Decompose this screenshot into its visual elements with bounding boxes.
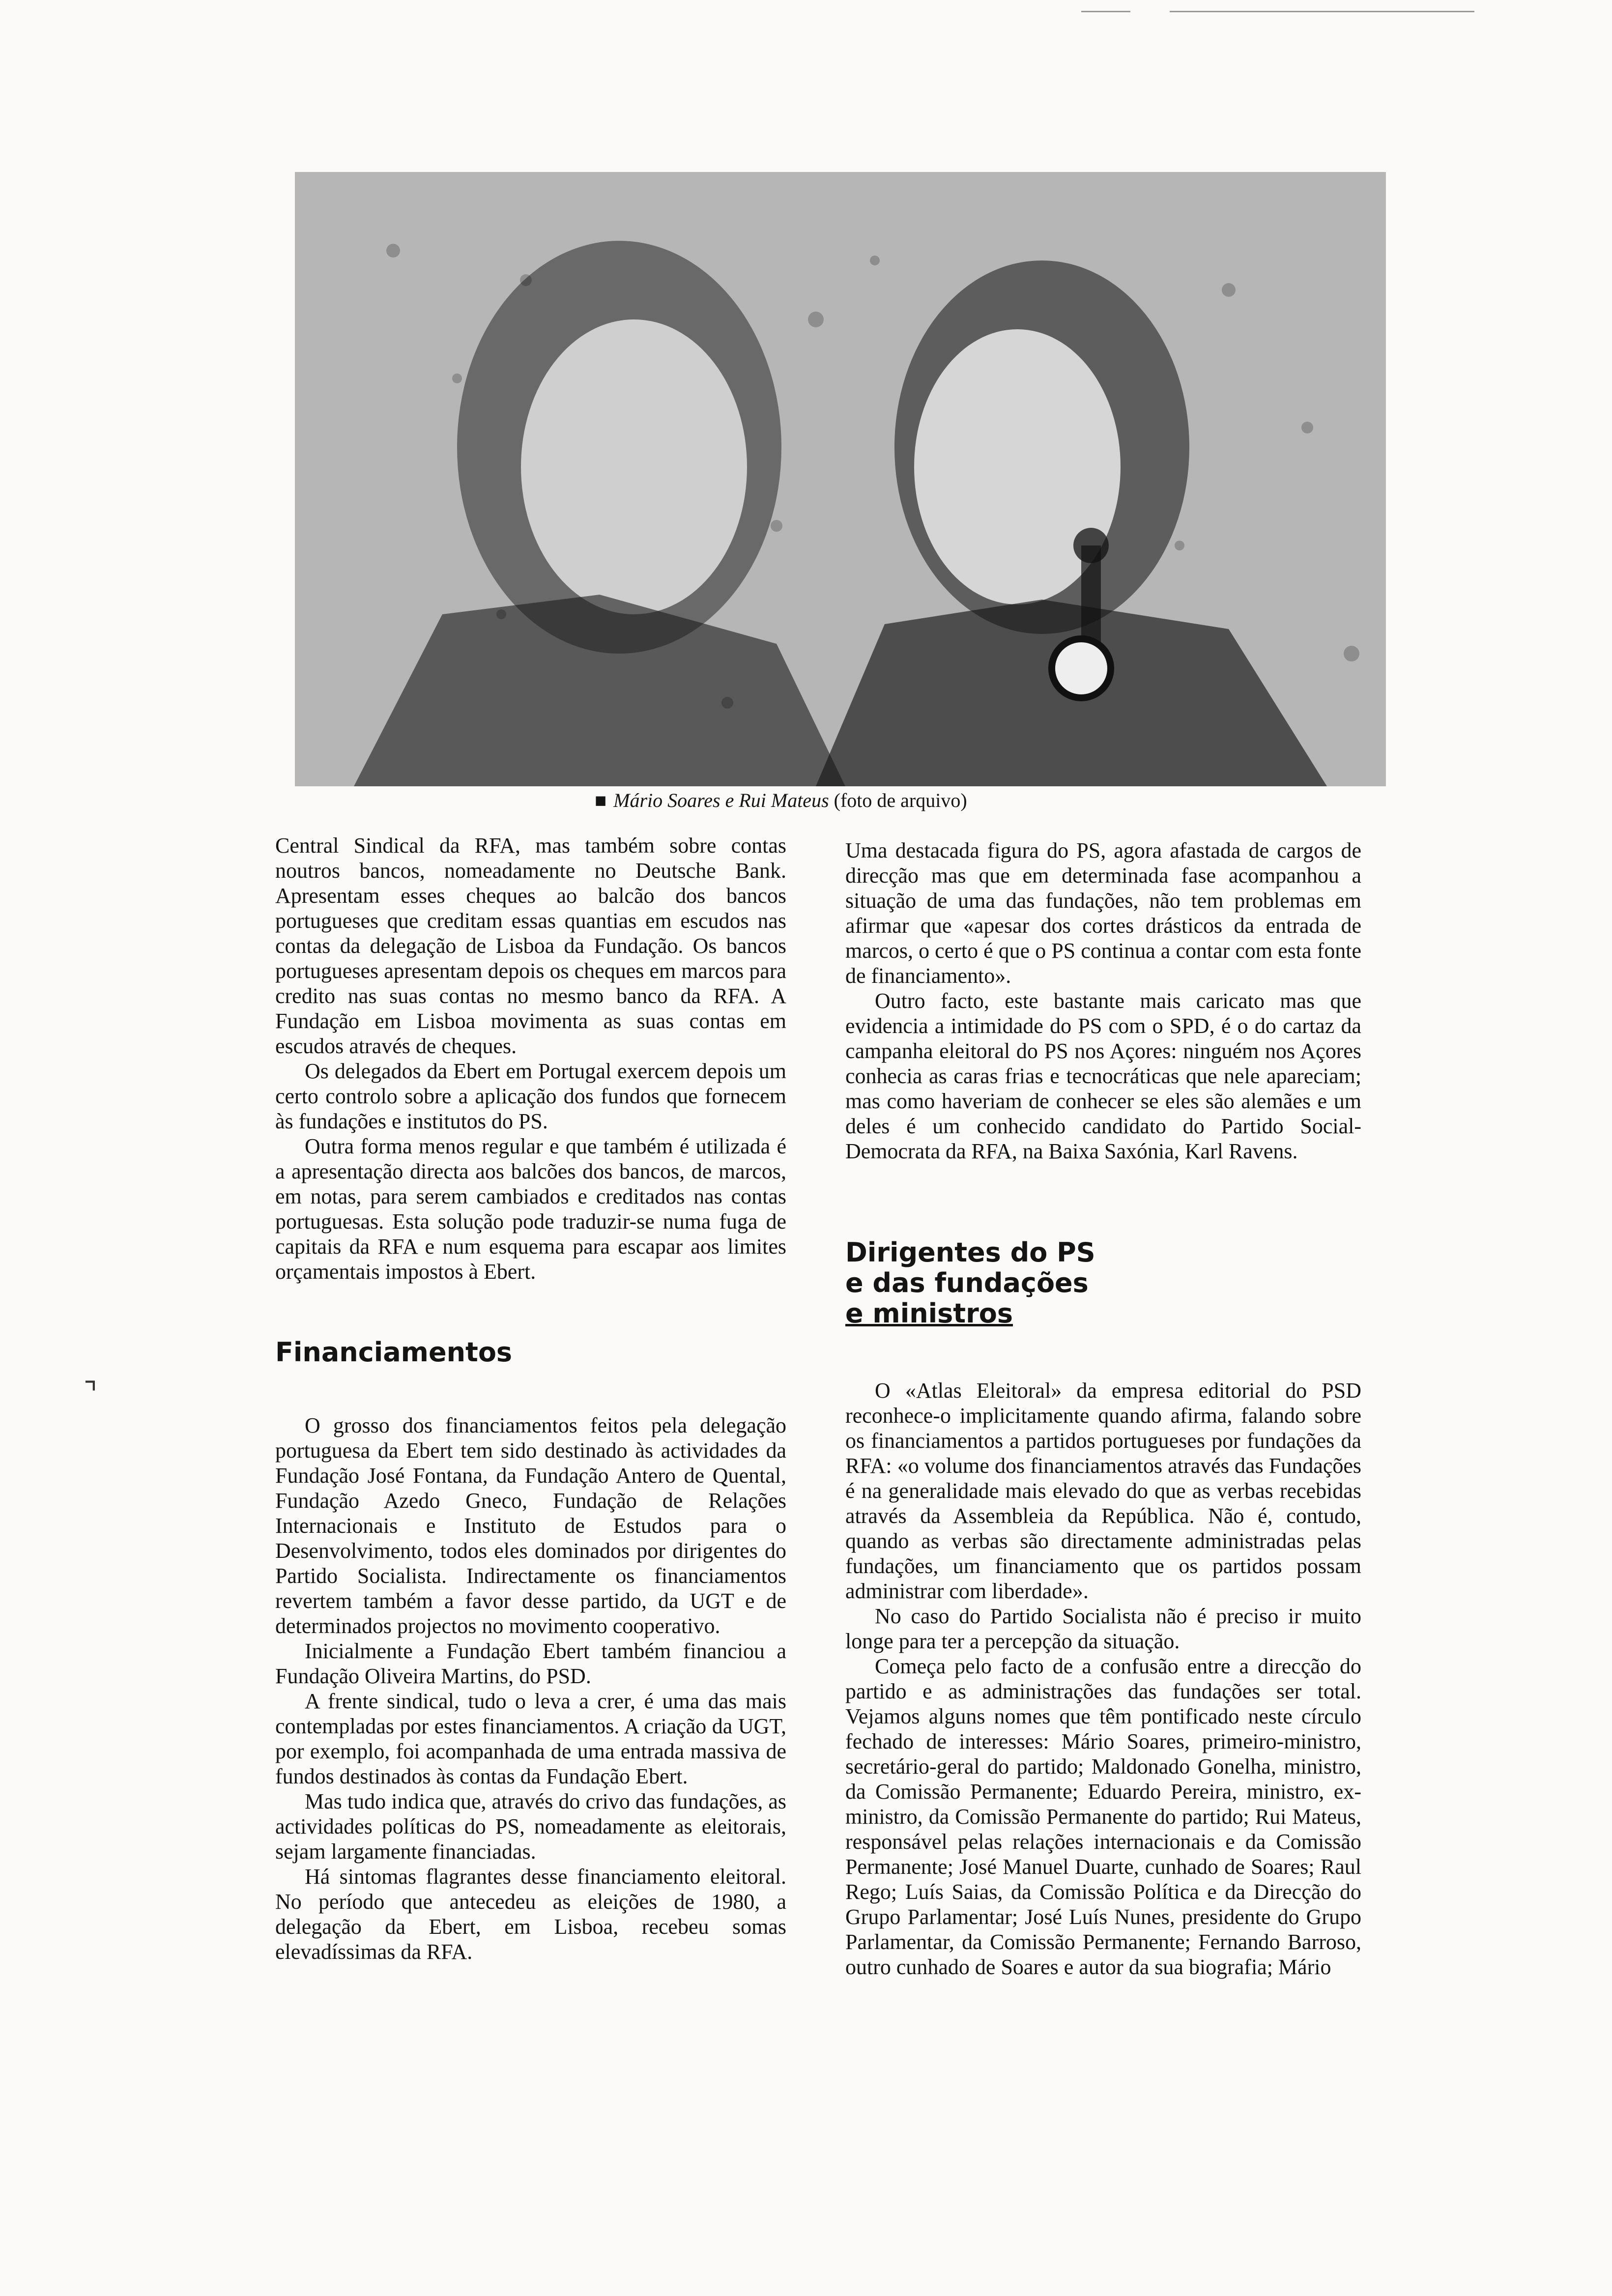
photo-illustration [295, 172, 1386, 786]
paragraph: Começa pelo facto de a confusão entre a direcção do partido e as administrações das fundações ser total. Vejamos alguns nomes que têm pontificado neste círculo fechado de interesses: Mário Soares, primeiro-ministro, secretário-geral do partido; Maldonado Gonelha, ministro, da Comissão Permanente; Eduardo Pereira, ministro, ex-ministro, da Comissão Permanente do partido; Rui Mateus, responsável pelas relações internacionais e da Comissão Permanente; José Manuel Duarte, cunhado de Soares; Raul Rego; Luís Saias, da Comissão Política e da Direcção do Grupo Parlamentar; José Luís Nunes, presidente do Grupo Parlamentar, da Comissão Permanente; Fernando Barroso, outro cunhado de Soares e autor da sua biografia; Mário [845, 1654, 1361, 1979]
paragraph: No caso do Partido Socialista não é preciso ir muito longe para ter a percepção da situação. [845, 1604, 1361, 1653]
section-heading-dirigentes [845, 1237, 1361, 1329]
paragraph: O «Atlas Eleitoral» da empresa editorial do PSD reconhece-o implicitamente quando afirma, falando sobre os financiamentos a partidos portugueses por fundações da RFA: «o volume dos financiamentos através das Fundações é na generalidade mais elevado do que as verbas recebidas através da Assembleia da República. Não é, contudo, quando as verbas são directamente administradas pelas fundações, um financiamento que os partidos possam administrar com liberdade». [845, 1378, 1361, 1603]
scan-margin-mark: ⌝ [84, 1377, 98, 1409]
paragraph: Outra forma menos regular e que também é utilizada é a apresentação directa aos balcões dos bancos, de marcos, em notas, para serem cambiados e creditados nas contas portuguesas. Esta solução pode traduzir-se numa fuga de capitais da RFA e num esquema para escapar aos limites orçamentais impostos à Ebert. [275, 1134, 786, 1284]
paragraph: Outro facto, este bastante mais caricato mas que evidencia a intimidade do PS com o SPD, é o do cartaz da campanha eleitoral do PS nos Açores: ninguém nos Açores conhecia as caras frias e tecnocráticas que nele apareciam; mas como haveriam de conhecer se eles são alemães e um deles é um conhecido candidato do Partido Social-Democrata da RFA, na Baixa Saxónia, Karl Ravens. [845, 989, 1361, 1163]
paragraph: Mas tudo indica que, através do crivo das fundações, as actividades políticas do PS, nomeadamente as eleitorais, sejam largamente financiadas. [275, 1789, 786, 1864]
scan-edge-line [1081, 11, 1130, 12]
paragraph: Há sintomas flagrantes desse financiamento eleitoral. No período que antecedeu as eleições de 1980, a delegação da Ebert, em Lisboa, recebeu somas elevadíssimas da RFA. [275, 1865, 786, 1964]
section-heading-financiamentos: Financiamentos [275, 1337, 513, 1368]
paragraph: Uma destacada figura do PS, agora afastada de cargos de direcção mas que em determinada fase acompanhou a situação de uma das fundações, não tem problemas em afirmar que «apesar dos cortes drásticos da entrada de marcos, o certo é que o PS continua a contar com esta fonte de financiamento». [845, 838, 1361, 988]
scan-edge-line [1170, 11, 1474, 12]
photo-caption [595, 789, 1086, 812]
left-column [275, 833, 786, 1964]
caption-names: Mário Soares e Rui Mateus [613, 789, 829, 811]
article-photo [295, 172, 1386, 786]
paragraph: Central Sindical da RFA, mas também sobre contas noutros bancos, nomeadamente no Deutsche Bank. Apresentam esses cheques ao balcão dos bancos portugueses que creditam essas quantias em escudos nas contas da delegação de Lisboa da Fundação. Os bancos portugueses apresentam depois os cheques em marcos para credito nas suas contas no mesmo banco da RFA. A Fundação em Lisboa movimenta as suas contas em escudos através de cheques. [275, 833, 786, 1058]
paragraph: A frente sindical, tudo o leva a crer, é uma das mais contempladas por estes financiamentos. A criação da UGT, por exemplo, foi acompanhada de uma entrada massiva de fundos destinados às contas da Fundação Ebert. [275, 1689, 786, 1788]
caption-bullet: ■ [595, 789, 607, 811]
heading-line: Dirigentes do PS [845, 1237, 1095, 1268]
right-column [845, 838, 1361, 1980]
paragraph: Os delegados da Ebert em Portugal exercem depois um certo controlo sobre a aplicação dos fundos que fornecem às fundações e institutos do PS. [275, 1059, 786, 1133]
heading-line: e das fundações [845, 1267, 1089, 1298]
caption-credit: (foto de arquivo) [834, 789, 967, 811]
paragraph: O grosso dos financiamentos feitos pela delegação portuguesa da Ebert tem sido destinado às actividades da Fundação José Fontana, da Fundação Antero de Quental, Fundação Azedo Gneco, Fundação de Relações Internacionais e Instituto de Estudos para o Desenvolvimento, todos eles dominados por dirigentes do Partido Socialista. Indirectamente os financiamentos revertem também a favor desse partido, da UGT e de determinados projectos no movimento cooperativo. [275, 1413, 786, 1638]
heading-line: e ministros [845, 1298, 1013, 1329]
paragraph: Inicialmente a Fundação Ebert também financiou a Fundação Oliveira Martins, do PSD. [275, 1639, 786, 1688]
